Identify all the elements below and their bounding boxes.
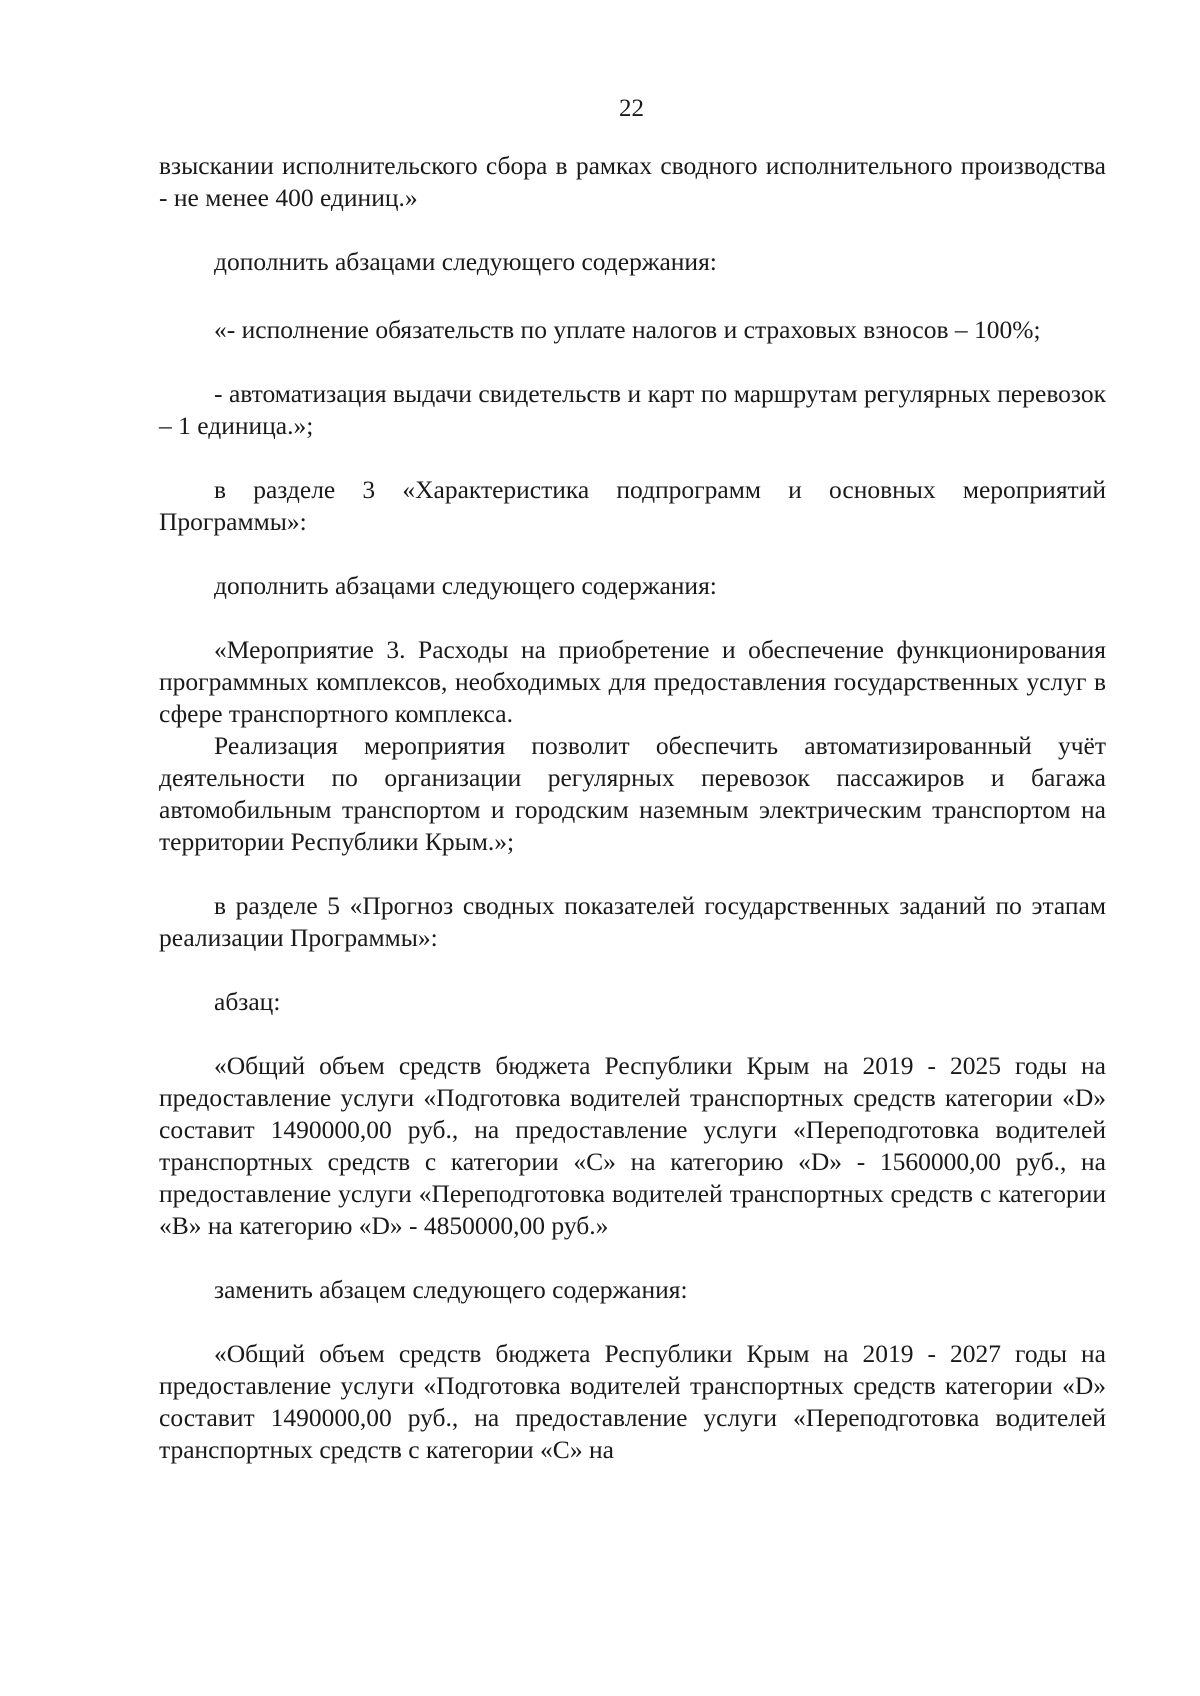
paragraph-old-budget: «Общий объем средств бюджета Республики Крым на 2019 - 2025 годы на предоставление услуги «Подготовка водителей транспортных средств категории «D» составит 1490000,00 руб., на предоставление услуги «Переподготовка водителей транспортных средств с категории «С» на категорию «D» - 1560000,00 руб., на предоставление услуги «Переподготовка водителей транспортных средств с категории «В» на категорию «D» - 4850000,00 руб.» <box>159 1051 1106 1240</box>
paragraph-instruction-add: дополнить абзацами следующего содержания: <box>214 247 717 276</box>
paragraph-measure-3-effect: Реализация мероприятия позволит обеспечить автоматизированный учёт деятельности по организации регулярных перевозок пассажиров и багажа автомобильным транспортом и городским наземным электрическим транспортом на территории Республики Крым.»; <box>159 731 1106 856</box>
paragraph-abzac: абзац: <box>214 987 281 1016</box>
paragraph-section-5: в разделе 5 «Прогноз сводных показателей государственных заданий по этапам реализации Программы»: <box>159 891 1106 952</box>
document-body <box>159 150 1106 1466</box>
paragraph-instruction-add-2: дополнить абзацами следующего содержания: <box>214 571 717 600</box>
paragraph-section-3: в разделе 3 «Характеристика подпрограмм и основных мероприятий Программы»: <box>159 475 1106 536</box>
paragraph-measure-3: «Мероприятие 3. Расходы на приобретение и обеспечение функционирования программных комплексов, необходимых для предоставления государственных услуг в сфере транспортного комплекса. <box>159 635 1106 728</box>
paragraph-automation: - автоматизация выдачи свидетельств и карт по маршрутам регулярных перевозок – 1 единица.»; <box>159 379 1106 440</box>
paragraph-taxes: «- исполнение обязательств по уплате налогов и страховых взносов – 100%; <box>214 315 1041 344</box>
page-number: 22 <box>619 95 644 122</box>
paragraph-continuation: взыскании исполнительского сбора в рамках сводного исполнительного производства - не менее 400 единиц.» <box>159 151 1106 212</box>
paragraph-new-budget: «Общий объем средств бюджета Республики Крым на 2019 - 2027 годы на предоставление услуги «Подготовка водителей транспортных средств категории «D» составит 1490000,00 руб., на предоставление услуги «Переподготовка водителей транспортных средств с категории «С» на <box>159 1339 1106 1464</box>
paragraph-instruction-replace: заменить абзацем следующего содержания: <box>214 1275 688 1304</box>
